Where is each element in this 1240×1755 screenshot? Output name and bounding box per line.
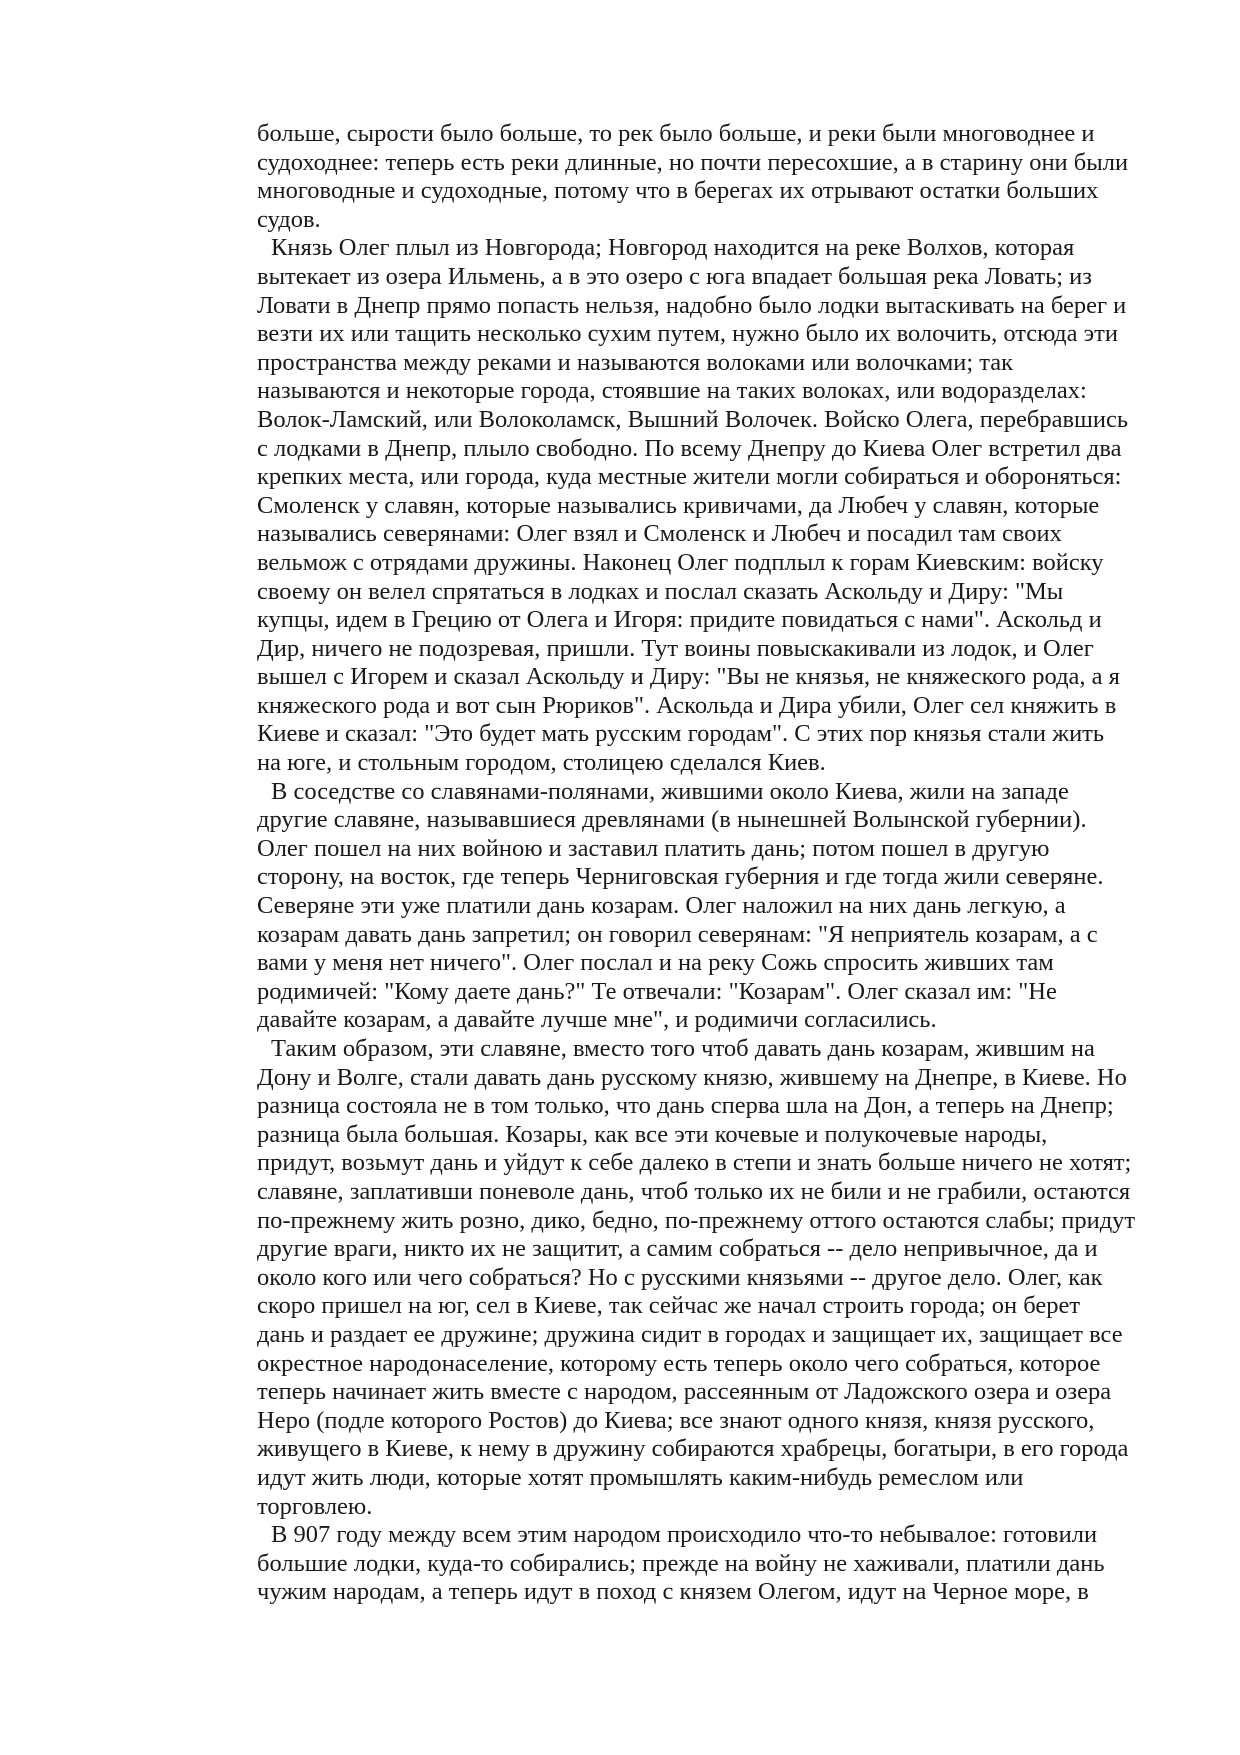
text-line: пространства между реками и называются волоками или волочками; так [257,348,1014,376]
text-line: другие славяне, называвшиеся древлянами (в нынешней Волынской губернии). [257,806,1087,834]
text-line: везти их или тащить несколько сухим путем, нужно было их волочить, отсюда эти [257,320,1118,348]
text-line: на юге, и стольным городом, столицею сделался Киев. [257,749,826,777]
text-line: Смоленск у славян, которые назывались кривичами, да Любеч у славян, которые [257,491,1100,519]
text-line: купцы, идем в Грецию от Олега и Игоря: придите повидаться с нами". Аскольд и [257,606,1102,634]
text-line: Дир, ничего не подозревая, пришли. Тут воины повыскакивали из лодок, и Олег [257,634,1094,662]
text-line: другие враги, никто их не защитит, а самим собраться -- дело непривычное, да и [257,1235,1098,1263]
text-line: чужим народам, а теперь идут в поход с князем Олегом, идут на Черное море, в [257,1578,1089,1606]
text-line: Волок-Ламский, или Волоколамск, Вышний Волочек. Войско Олега, перебравшись [257,405,1129,433]
paragraph-first-line: В соседстве со славянами-полянами, жившими около Киева, жили на западе [271,777,1069,805]
text-line: с лодками в Днепр, плыло свободно. По всему Днепру до Киева Олег встретил два [257,434,1122,462]
text-line: разница состояла не в том только, что дань сперва шла на Дон, а теперь на Днепр; [257,1092,1114,1120]
text-line: большие лодки, куда-то собирались; прежде на войну не хаживали, платили дань [257,1549,1105,1577]
text-line: разница была большая. Козары, как все эти кочевые и полукочевые народы, [257,1120,1048,1148]
text-line: больше, сырости было больше, то рек было больше, и реки были многоводнее и [257,120,1095,147]
text-line: козарам давать дань запретил; он говорил северянам: "Я неприятель козарам, а с [257,920,1098,948]
paragraph-first-line: Князь Олег плыл из Новгорода; Новгород находится на реке Волхов, которая [271,234,1075,262]
text-line: сторону, на восток, где теперь Черниговская губерния и где тогда жили северяне. [257,863,1104,891]
text-line: княжеского рода и вот сын Рюриков". Аскольда и Дира убили, Олег сел княжить в [257,691,1117,719]
text-line: теперь начинает жить вместе с народом, рассеянным от Ладожского озера и озера [257,1378,1112,1406]
text-line: назывались северянами: Олег взял и Смоленск и Любеч и посадил там своих [257,520,1062,548]
text-line: судов. [257,205,321,233]
text-line: называются и некоторые города, стоявшие на таких волоках, или водоразделах: [257,377,1087,405]
text-line: живущего в Киеве, к нему в дружину собираются храбрецы, богатыри, в его города [257,1435,1129,1463]
text-line: вытекает из озера Ильмень, а в это озеро с юга впадает большая река Ловать; из [257,262,1092,290]
text-line: придут, возьмут дань и уйдут к себе далеко в степи и знать больше ничего не хотят; [257,1149,1132,1177]
text-line: по-прежнему жить розно, дико, бедно, по-прежнему оттого остаются слабы; придут [257,1206,1136,1234]
text-line: своему он велел спрятаться в лодках и послал сказать Аскольду и Диру: "Мы [257,577,1064,605]
text-line: вышел с Игорем и сказал Аскольду и Диру: "Вы не князья, не княжеского рода, а я [257,663,1120,691]
text-line: вами у меня нет ничего". Олег послал и на реку Сожь спросить живших там [257,949,1054,977]
text-line: дань и раздает ее дружине; дружина сидит в городах и защищает их, защищает все [257,1320,1123,1348]
text-line: около кого или чего собраться? Но с русскими князьями -- другое дело. Олег, как [257,1263,1103,1291]
text-line: родимичей: "Кому даете дань?" Те отвечали: "Козарам". Олег сказал им: "Не [257,977,1057,1005]
text-line: окрестное народонаселение, которому есть теперь около чего собраться, которое [257,1349,1101,1377]
text-body [257,120,1157,1607]
text-line: Северяне эти уже платили дань козарам. Олег наложил на них дань легкую, а [257,892,1066,920]
text-line: Ловати в Днепр прямо попасть нельзя, надобно было лодки вытаскивать на берег и [257,291,1127,319]
text-line: крепких места, или города, куда местные жители могли собираться и обороняться: [257,463,1122,491]
text-line: многоводные и судоходные, потому что в берегах их отрывают остатки больших [257,177,1099,205]
text-line: Дону и Волге, стали давать дань русскому князю, жившему на Днепре, в Киеве. Но [257,1063,1127,1091]
text-line: Олег пошел на них войною и заставил платить дань; потом пошел в другую [257,834,1050,862]
text-line: Неро (подле которого Ростов) до Киева; все знают одного князя, князя русского, [257,1406,1095,1434]
text-line: давайте козарам, а давайте лучше мне", и родимичи согласились. [257,1006,937,1034]
paragraph-first-line: Таким образом, эти славяне, вместо того чтоб давать дань козарам, жившим на [271,1035,1095,1062]
text-line: славяне, заплативши поневоле дань, чтоб только их не били и не грабили, остаются [257,1177,1131,1205]
text-line: торговлею. [257,1492,373,1520]
text-line: скоро пришел на юг, сел в Киеве, так сейчас же начал строить города; он берет [257,1292,1081,1320]
text-line: судоходнее: теперь есть реки длинные, но почти пересохшие, а в старину они были [257,148,1129,176]
text-line: вельмож с отрядами дружины. Наконец Олег подплыл к горам Киевским: войску [257,548,1104,576]
text-line: идут жить люди, которые хотят промышлять каким-нибудь ремеслом или [257,1463,1024,1491]
paragraph-first-line: В 907 году между всем этим народом происходило что-то небывалое: готовили [271,1521,1098,1549]
text-line: Киеве и сказал: "Это будет мать русским городам". С этих пор князья стали жить [257,720,1105,748]
